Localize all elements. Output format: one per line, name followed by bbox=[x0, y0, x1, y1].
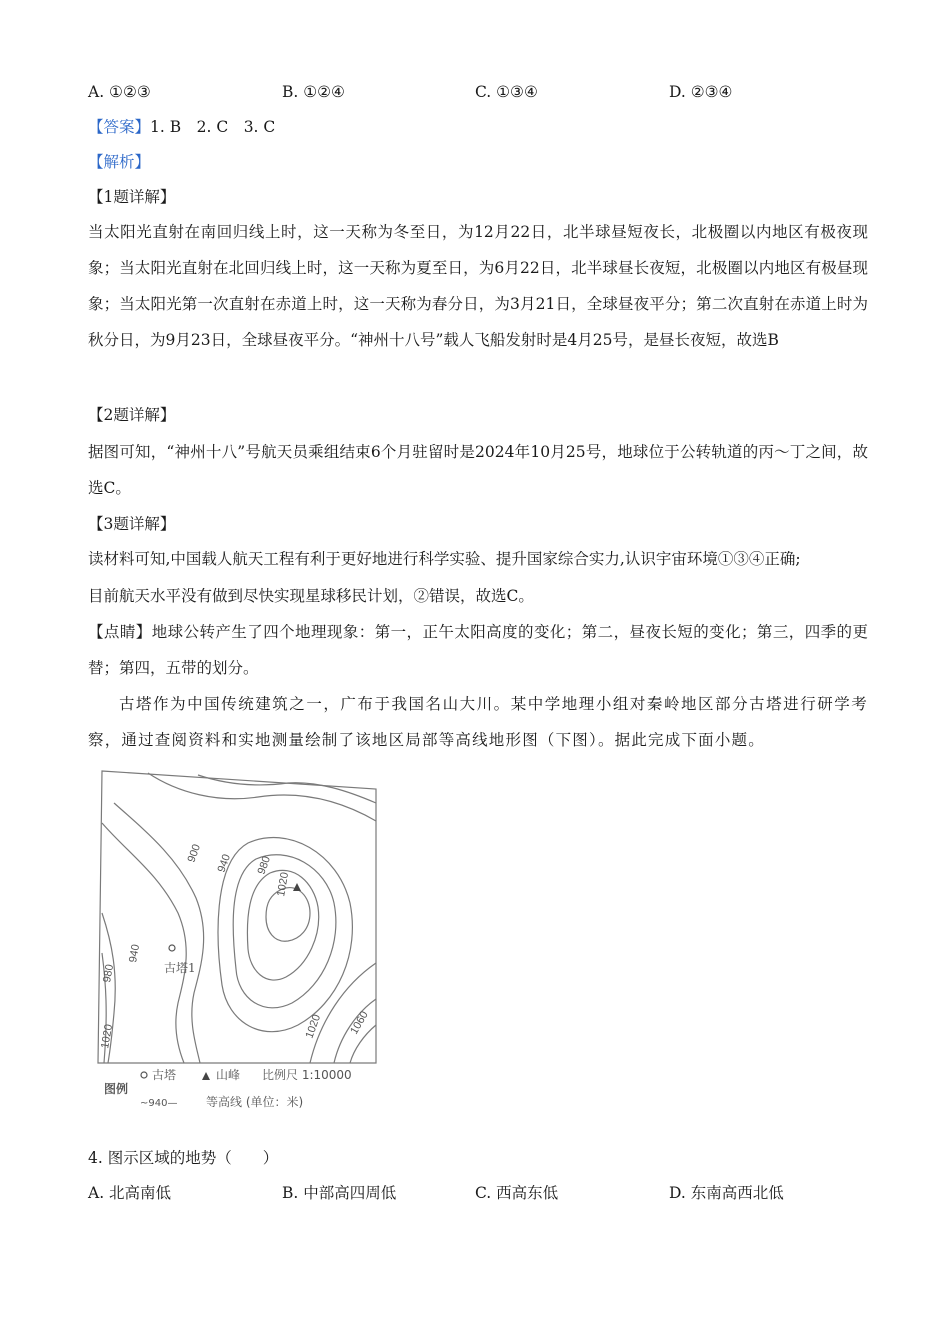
q3-heading: 【3题详解】 bbox=[88, 515, 176, 533]
contour-label: 1020 bbox=[99, 1023, 116, 1050]
q1-heading: 【1题详解】 bbox=[88, 188, 176, 206]
contour-line bbox=[266, 888, 310, 942]
legend-scale: 比例尺 1:10000 bbox=[262, 1068, 352, 1082]
contour-line bbox=[114, 803, 204, 1063]
contour-label: 1060 bbox=[348, 1009, 371, 1037]
map-intro: 古塔作为中国传统建筑之一，广布于我国名山大川。某中学地理小组对秦岭地区部分古塔进行研学考察，通过查阅资料和实地测量绘制了该地区局部等高线地形图（下图）。据此完成下面小题。 bbox=[88, 695, 868, 749]
answer-line bbox=[88, 117, 275, 137]
contour-label: 1020 bbox=[275, 871, 292, 898]
contour-map bbox=[88, 763, 388, 1115]
contour-label: 940 bbox=[127, 943, 143, 964]
tip-paragraph bbox=[88, 614, 868, 686]
contour-label: 980 bbox=[255, 854, 274, 877]
tower-label: 古塔1 bbox=[164, 961, 196, 975]
contour-line bbox=[215, 838, 352, 1032]
answer-tag: 【答案】 bbox=[88, 118, 151, 136]
q3-explanation-line2: 目前航天水平没有做到尽快实现星球移民计划，②错误，故选C。 bbox=[88, 587, 534, 605]
contour-label: 1020 bbox=[303, 1012, 324, 1041]
prev-option-b: B. ①②④ bbox=[282, 83, 345, 101]
legend-tower-icon bbox=[141, 1072, 147, 1078]
contour-label: 980 bbox=[101, 963, 117, 984]
legend-contour-sample: ~940— bbox=[140, 1098, 178, 1109]
q4-option-c[interactable]: C. 西高东低 bbox=[475, 1184, 559, 1202]
contour-label: 900 bbox=[185, 842, 204, 865]
contour-map-figure bbox=[88, 763, 388, 1115]
legend-peak: 山峰 bbox=[216, 1068, 241, 1082]
map-frame bbox=[98, 771, 376, 1063]
tip-tag: 【点睛】 bbox=[88, 623, 152, 641]
q4-stem: 4. 图示区域的地势（ ） bbox=[88, 1149, 279, 1167]
peak-icon bbox=[293, 883, 301, 891]
legend-tower: 古塔 bbox=[152, 1068, 177, 1082]
prev-option-a: A. ①②③ bbox=[88, 83, 151, 101]
tip-text: 地球公转产生了四个地理现象：第一，正午太阳高度的变化；第二，昼夜长短的变化；第三，四季的更替；第四，五带的划分。 bbox=[88, 623, 868, 677]
q4-option-b[interactable]: B. 中部高四周低 bbox=[282, 1184, 397, 1202]
map-legend bbox=[104, 1067, 352, 1109]
q4-option-a[interactable]: A. 北高南低 bbox=[88, 1184, 172, 1202]
legend-title: 图例 bbox=[104, 1082, 129, 1096]
legend-contour-desc: 等高线 (单位：米) bbox=[206, 1095, 304, 1109]
q2-explanation: 据图可知，“神州十八”号航天员乘组结束6个月驻留时是2024年10月25号，地球位于公转轨道的丙～丁之间，故选C。 bbox=[88, 443, 868, 497]
answer-text: 1. B 2. C 3. C bbox=[150, 118, 276, 136]
q1-explanation: 当太阳光直射在南回归线上时，这一天称为冬至日，为12月22日，北半球昼短夜长，北极圈以内地区有极夜现象；当太阳光直射在北回归线上时，这一天称为夏至日，为6月22日，北半球昼长夜短，北极圈以内地区有极昼现象；当太阳光第一次直射在赤道上时，这一天称为春分日，为3月21日，全球昼夜平分；第二次直射在赤道上时为秋分日，为9月23日，全球昼夜平分。“神州十八号”载人飞船发射时是4月25号，是昼长夜短，故选B bbox=[88, 223, 868, 349]
q2-heading: 【2题详解】 bbox=[88, 406, 176, 424]
prev-option-d: D. ②③④ bbox=[669, 83, 733, 101]
q4-option-d[interactable]: D. 东南高西北低 bbox=[669, 1184, 784, 1202]
analysis-tag: 【解析】 bbox=[88, 153, 151, 171]
legend-peak-icon bbox=[202, 1072, 210, 1080]
prev-option-c: C. ①③④ bbox=[475, 83, 538, 101]
contour-line bbox=[148, 773, 376, 821]
tower-icon bbox=[169, 945, 175, 951]
q3-explanation-line1: 读材料可知,中国载人航天工程有利于更好地进行科学实验、提升国家综合实力,认识宇宙环境①③④正确; bbox=[88, 550, 801, 568]
contour-label: 940 bbox=[215, 852, 234, 875]
